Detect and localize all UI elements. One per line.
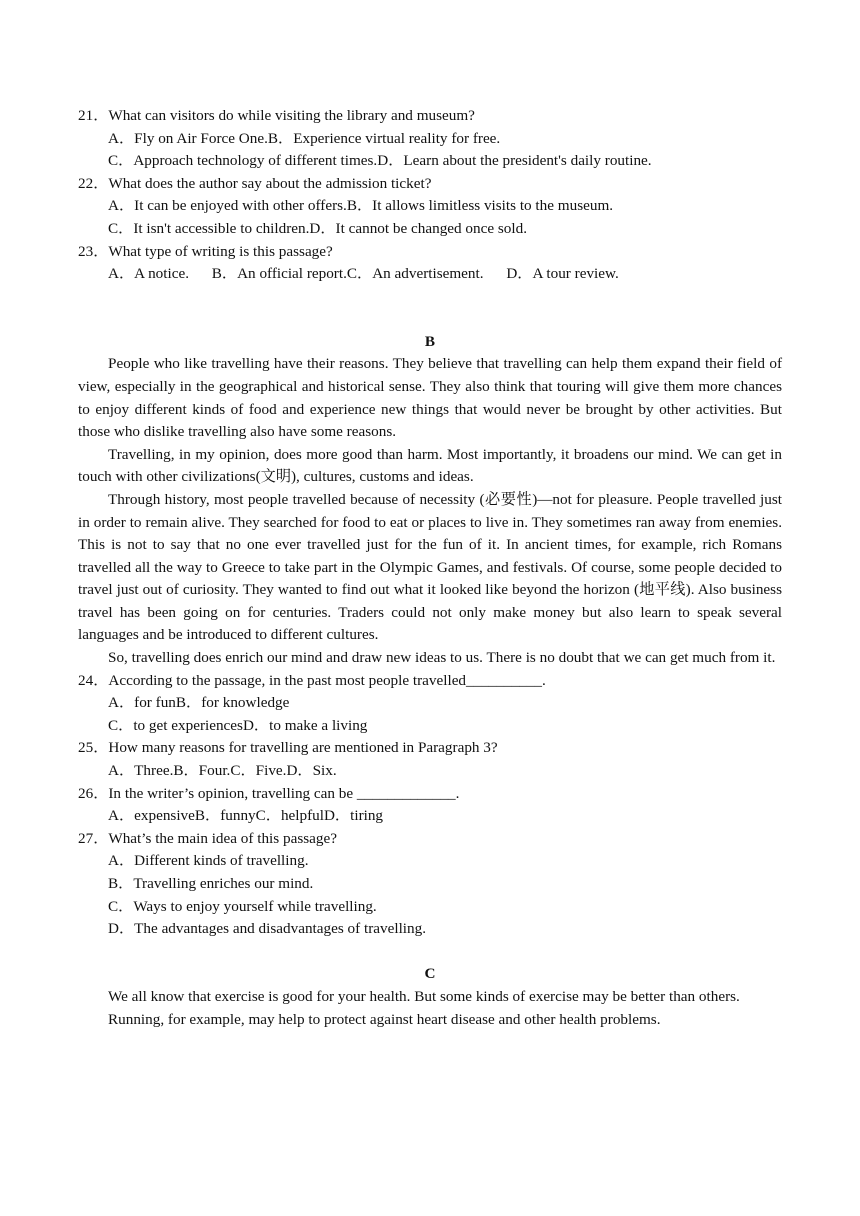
exam-page (78, 105, 782, 1031)
question-27-option-a: A．Different kinds of travelling. (108, 852, 309, 870)
question-21-options-row-2: C．Approach technology of different times.D．Learn about the president's daily routine. (108, 152, 652, 170)
section-c-paragraph-2: Running, for example, may help to protect against heart disease and other health problems. (108, 1010, 661, 1028)
section-b-paragraph-1: People who like travelling have their reasons. They believe that travelling can help them expand their field of view, especially in the geographical and historical sense. They also think that touring will give them more chances to enjoy different kinds of food and experience new things that would never be brought by other activities. But those who dislike travelling also have some reasons. (78, 355, 782, 441)
question-23-options-row-1: A．A notice. B．An official report.C．An advertisement. D．A tour review. (108, 265, 619, 283)
question-27-option-b: B．Travelling enriches our mind. (108, 875, 314, 892)
section-b-heading: B (424, 332, 436, 350)
section-c-paragraph-1: We all know that exercise is good for your health. But some kinds of exercise may be better than others. (108, 987, 740, 1005)
section-b-paragraph-2: Travelling, in my opinion, does more good than harm. Most importantly, it broadens our mind. We can get in touch with other civilizations(文明), cultures, customs and ideas. (78, 445, 782, 486)
section-c-heading: C (424, 965, 436, 983)
question-25: 25．How many reasons for travelling are mentioned in Paragraph 3? (78, 739, 498, 757)
spacer (78, 286, 782, 331)
question-27: 27．What’s the main idea of this passage? (78, 829, 337, 847)
question-25-options-row-1: A．Three.B．Four.C．Five.D．Six. (108, 762, 337, 780)
question-21: 21．What can visitors do while visiting the library and museum? (78, 107, 475, 124)
question-22-options-row-2: C．It isn't accessible to children.D．It cannot be changed once sold. (108, 219, 528, 237)
question-26-options-row-1: A．expensiveB．funnyC．helpfulD．tiring (108, 807, 384, 825)
question-24-options-row-2: C．to get experiencesD．to make a living (108, 716, 368, 734)
question-24-options-row-1: A．for funB．for knowledge (108, 694, 290, 712)
question-22-options-row-1: A．It can be enjoyed with other offers.B．It allows limitless visits to the museum. (108, 197, 614, 215)
question-22: 22．What does the author say about the admission ticket? (78, 174, 432, 192)
question-21-options-row-1: A．Fly on Air Force One.B．Experience virtual reality for free. (108, 129, 501, 147)
question-23: 23．What type of writing is this passage? (78, 242, 333, 260)
question-26: 26．In the writer’s opinion, travelling can be _____________. (78, 784, 460, 802)
question-27-option-c: C．Ways to enjoy yourself while travelling. (108, 897, 377, 915)
section-b-paragraph-4: So, travelling does enrich our mind and draw new ideas to us. There is no doubt that we can get much from it. (108, 649, 776, 667)
section-b-paragraph-3: Through history, most people travelled because of necessity (必要性)—not for pleasure. People travelled just in order to remain alive. They searched for food to eat or places to live in. They sometimes ran away from enemies. This is not to say that no one ever travelled just for the fun of it. In ancient times, for example, rich Romans travelled all the way to Greece to take part in the Olympic Games, and festivals. Of course, some people decided to travel just out of curiosity. They wanted to find out what it looked like beyond the horizon (地平线). Also business travel has been going on for centuries. Traders could not only make money but also learn to speak several languages and be introduced to different cultures. (78, 490, 782, 644)
spacer (78, 941, 782, 964)
question-24: 24．According to the passage, in the past most people travelled__________. (78, 671, 546, 689)
question-27-option-d: D．The advantages and disadvantages of travelling. (108, 920, 426, 938)
